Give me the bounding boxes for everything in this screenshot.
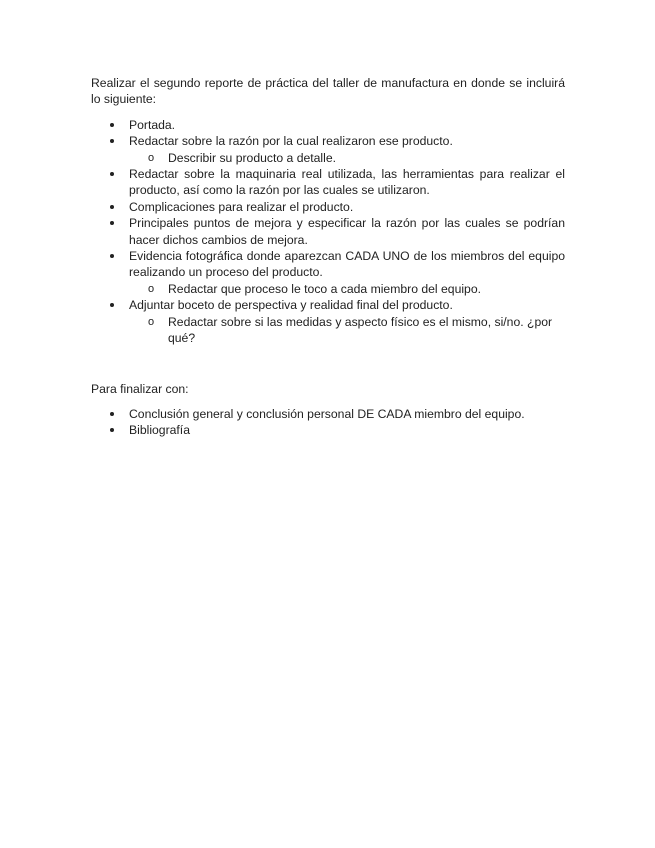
circle-bullet-icon: o: [148, 282, 155, 295]
list-item-text: Conclusión general y conclusión personal DE CADA miembro del equipo.: [129, 406, 525, 421]
bullet-icon: [110, 205, 114, 209]
closing-intro: Para finalizar con:: [91, 381, 189, 396]
list-item: [91, 406, 565, 422]
sub-list: [129, 281, 565, 297]
bullet-icon: [110, 123, 114, 127]
bullet-icon: [110, 221, 114, 225]
list-item: [91, 199, 565, 215]
sub-list-item: [129, 281, 565, 297]
circle-bullet-icon: o: [148, 151, 155, 164]
list-item-text: Bibliografía: [129, 423, 190, 438]
sub-list-item-text: Redactar sobre si las medidas y aspecto físico es el mismo, si/no. ¿por qué?: [168, 314, 553, 346]
sub-list-item-text: Describir su producto a detalle.: [168, 150, 337, 165]
circle-bullet-icon: o: [148, 315, 155, 328]
sub-list: [129, 150, 565, 166]
bullet-icon: [110, 254, 114, 258]
sub-list-item-text: Redactar que proceso le toco a cada miembro del equipo.: [168, 281, 482, 296]
list-item: [91, 422, 565, 438]
list-item-text: Portada.: [129, 117, 176, 132]
bullet-icon: [110, 172, 114, 176]
list-item: [91, 297, 565, 346]
list-item: [91, 133, 565, 166]
bullet-icon: [110, 428, 114, 432]
intro-paragraph: Realizar el segundo reporte de práctica del taller de manufactura en donde se incluirá lo siguiente:: [91, 76, 565, 107]
list-item-text: Complicaciones para realizar el producto.: [129, 199, 354, 214]
bullet-icon: [110, 303, 114, 307]
list-item: [91, 117, 565, 133]
bullet-icon: [110, 412, 114, 416]
sub-list-item: [129, 314, 565, 347]
list-item: [91, 248, 565, 297]
closing-list: [91, 406, 565, 439]
sub-list-item: [129, 150, 565, 166]
list-item-text: Principales puntos de mejora y especificar la razón por las cuales se podrían hacer dichos cambios de mejora.: [129, 216, 565, 247]
list-item-text: Redactar sobre la maquinaria real utilizada, las herramientas para realizar el producto, así como la razón por las cuales se utilizaron.: [129, 167, 565, 198]
list-item-text: Redactar sobre la razón por la cual realizaron ese producto.: [129, 134, 453, 149]
bullet-icon: [110, 139, 114, 143]
sub-list: [129, 314, 565, 347]
list-item-text: Adjuntar boceto de perspectiva y realidad final del producto.: [129, 298, 453, 313]
document-body: [91, 75, 565, 439]
list-item-text: Evidencia fotográfica donde aparezcan CADA UNO de los miembros del equipo realizando un proceso del producto.: [129, 249, 565, 280]
list-item: [91, 166, 565, 199]
spacer: [91, 347, 565, 381]
list-item: [91, 215, 565, 248]
requirements-list: [91, 117, 565, 347]
